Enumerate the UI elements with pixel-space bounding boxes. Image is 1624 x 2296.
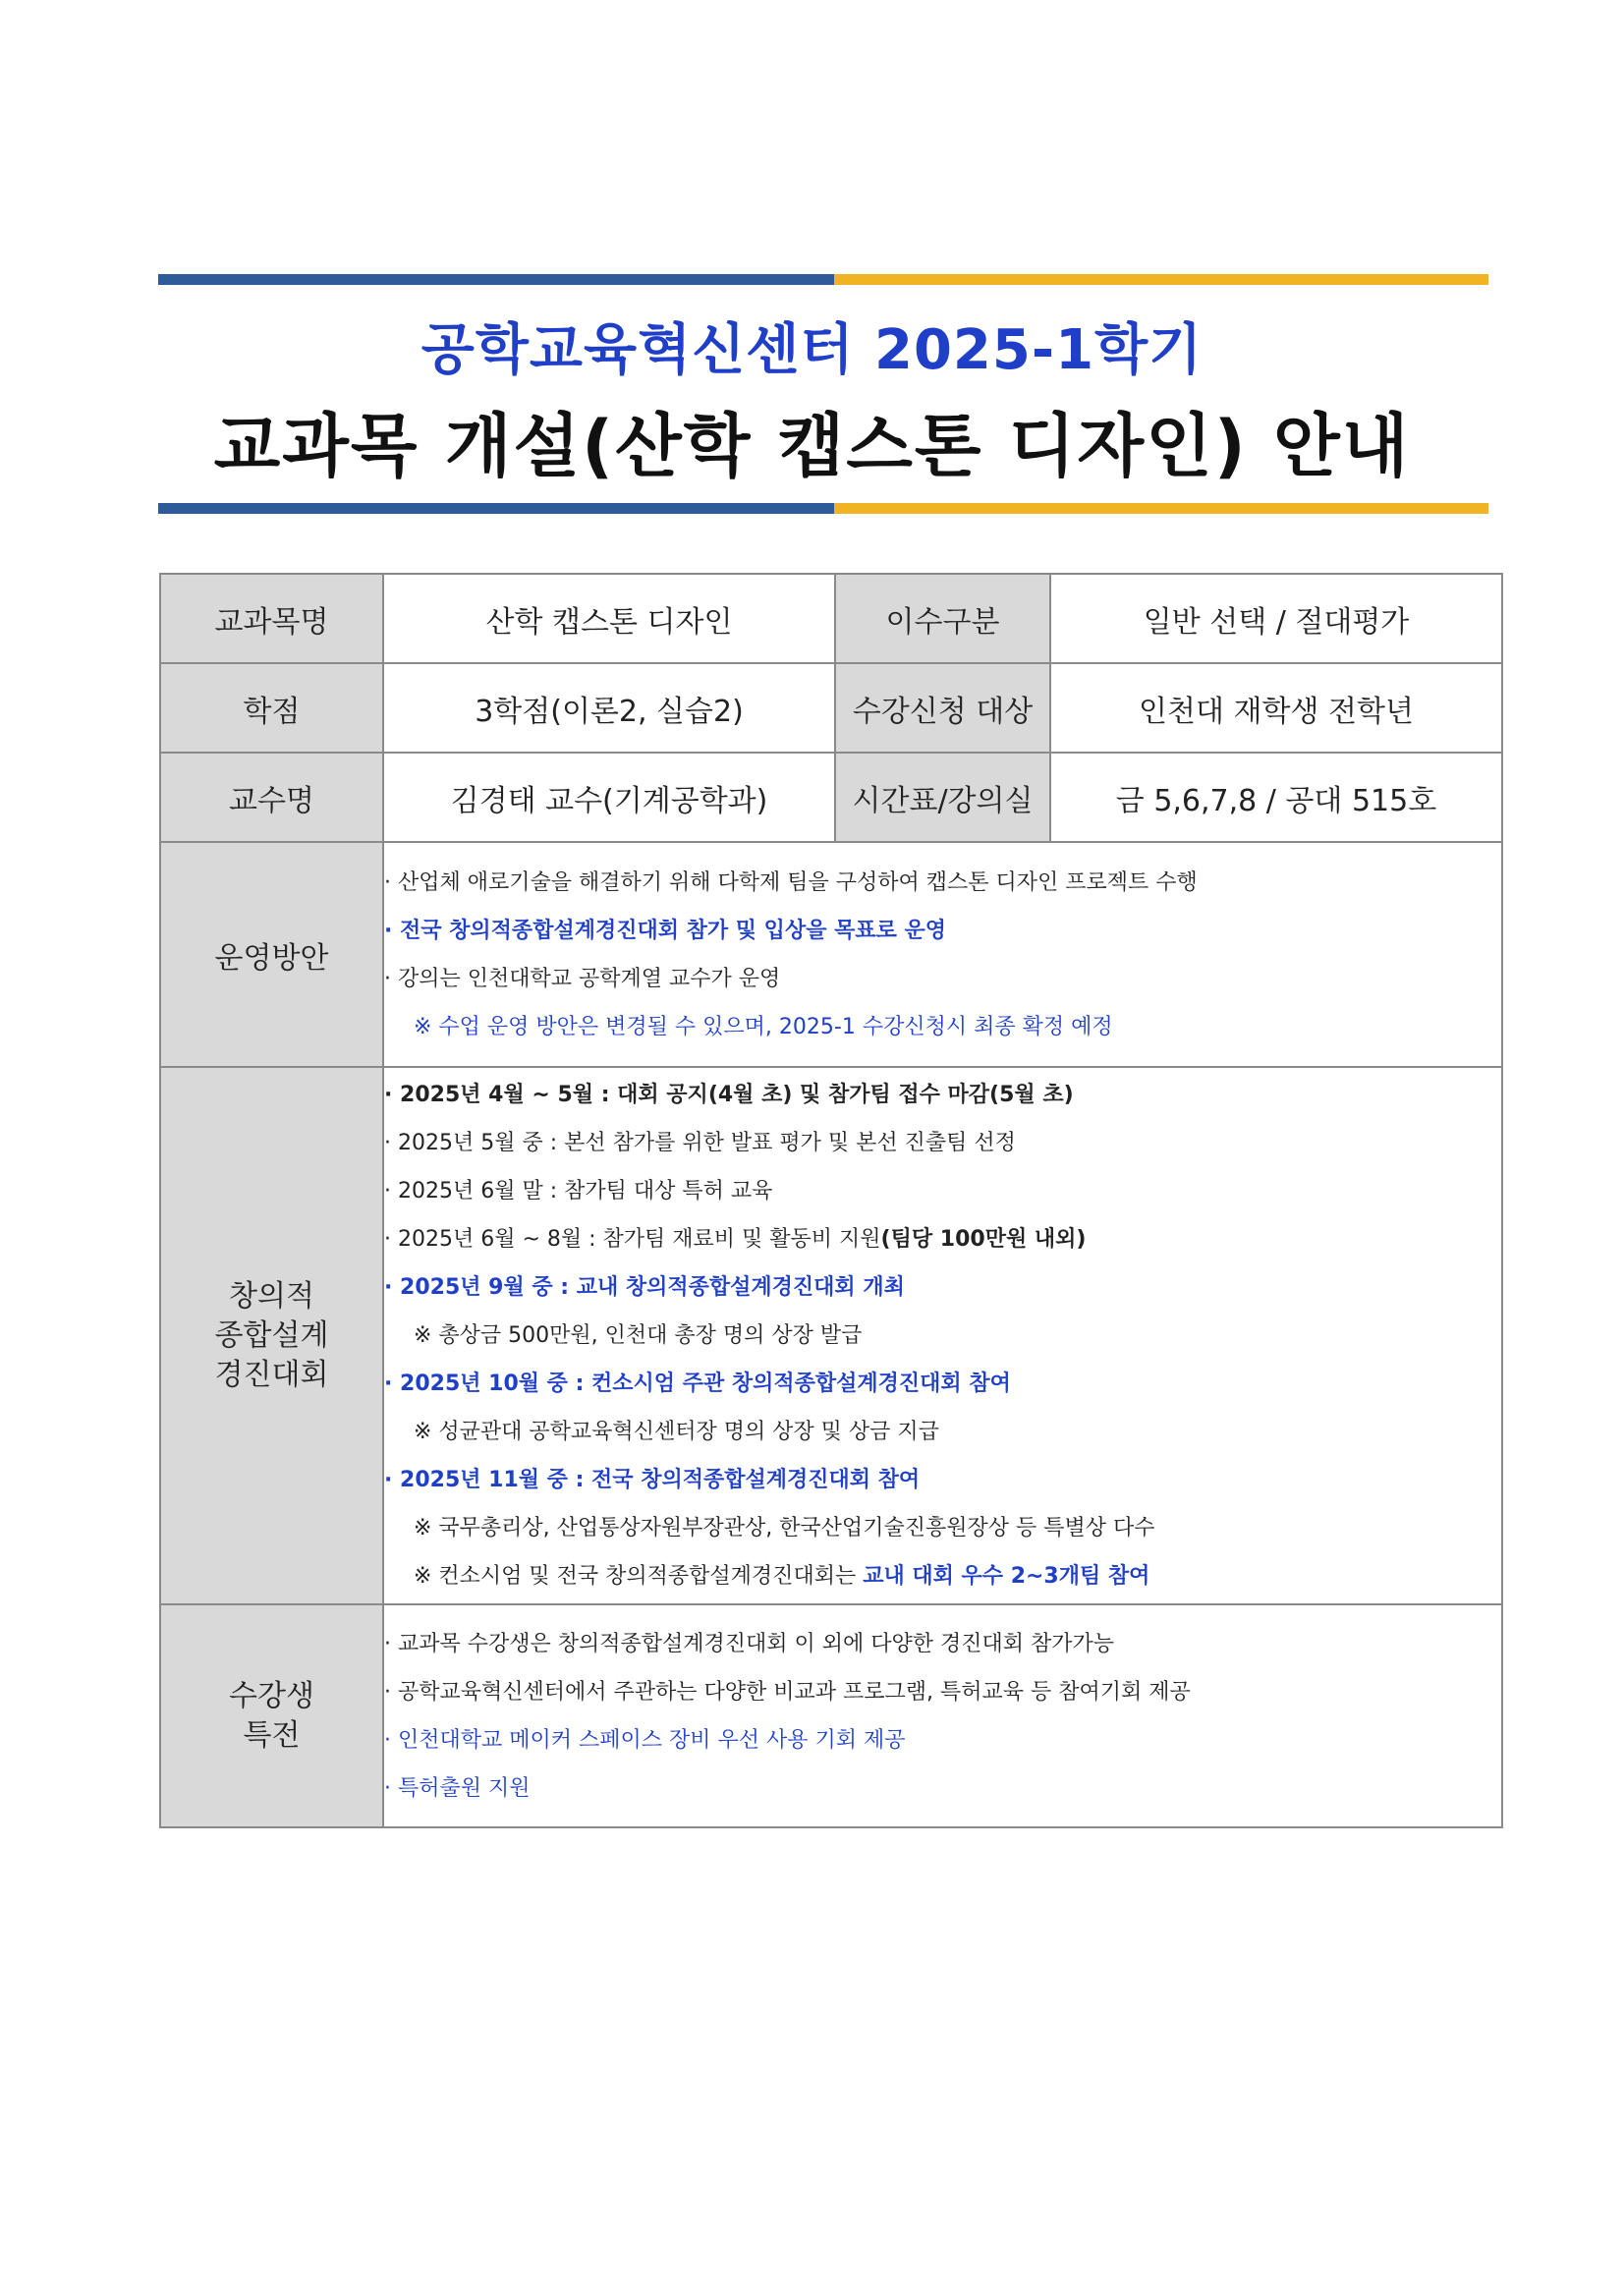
rule-gold-segment — [834, 503, 1488, 514]
operation-list — [383, 842, 1502, 1067]
list-item: · 2025년 10월 중 : 컨소시엄 주관 창의적종합설계경진대회 참여 — [384, 1372, 1011, 1396]
schedule-value: 금 5,6,7,8 / 공대 515호 — [1050, 753, 1502, 842]
rule-blue-segment — [158, 503, 834, 514]
note-item: ※ 국무총리상, 산업통상자원부장관상, 한국산업기술진흥원장상 등 특별상 다수 — [414, 1516, 1155, 1540]
target-label: 수강신청 대상 — [835, 663, 1050, 753]
credit-value: 3학점(이론2, 실습2) — [383, 663, 835, 753]
note-emphasis: 교내 대회 우수 2~3개팀 참여 — [863, 1564, 1150, 1589]
course-name-value: 산학 캡스톤 디자인 — [383, 574, 835, 663]
rule-gold-segment — [834, 274, 1488, 285]
benefits-label-line: 수강생 — [229, 1678, 314, 1713]
list-item-text: · 2025년 6월 ~ 8월 : 참가팀 재료비 및 활동비 지원 — [384, 1227, 881, 1252]
list-item: · 특허출원 지원 — [384, 1775, 531, 1801]
operation-label: 운영방안 — [160, 842, 383, 1067]
list-item: · 2025년 11월 중 : 전국 창의적종합설계경진대회 참여 — [384, 1468, 921, 1492]
contest-label-line: 경진대회 — [214, 1357, 329, 1392]
header-top-rule — [158, 274, 1488, 285]
course-name-label: 교과목명 — [160, 574, 383, 663]
header-bottom-rule — [158, 503, 1488, 514]
note-text: ※ 컨소시엄 및 전국 창의적종합설계경진대회는 — [414, 1564, 864, 1589]
benefits-label-line: 특전 — [243, 1717, 301, 1753]
professor-value: 김경태 교수(기계공학과) — [383, 753, 835, 842]
list-item — [384, 1215, 1501, 1263]
note-item: ※ 성균관대 공학교육혁신센터장 명의 상장 및 상금 지급 — [414, 1420, 939, 1444]
row-benefits — [160, 1604, 1502, 1827]
professor-label: 교수명 — [160, 753, 383, 842]
list-item: · 교과목 수강생은 창의적종합설계경진대회 이 외에 다양한 경진대회 참가가능 — [384, 1631, 1115, 1656]
contest-label-line: 종합설계 — [214, 1317, 329, 1353]
contest-label — [160, 1067, 383, 1604]
note-item: ※ 수업 운영 방안은 변경될 수 있으며, 2025-1 수강신청시 최종 확정 예정 — [414, 1014, 1113, 1039]
page-title-line2: 교과목 개설(산학 캡스톤 디자인) 안내 — [213, 406, 1411, 486]
course-info-table — [159, 573, 1503, 1828]
benefits-label — [160, 1604, 383, 1827]
category-label: 이수구분 — [835, 574, 1050, 663]
list-item: · 인천대학교 메이커 스페이스 장비 우선 사용 기회 제공 — [384, 1727, 906, 1753]
target-value: 인천대 재학생 전학년 — [1050, 663, 1502, 753]
contest-list — [383, 1067, 1502, 1604]
note-item — [384, 1552, 1501, 1600]
category-value: 일반 선택 / 절대평가 — [1050, 574, 1502, 663]
row-course-name — [160, 574, 1502, 663]
list-item: · 2025년 4월 ~ 5월 : 대회 공지(4월 초) 및 참가팀 접수 마감(5월 초) — [384, 1083, 1074, 1107]
list-item: · 2025년 5월 중 : 본선 참가를 위한 발표 평가 및 본선 진출팀 선정 — [384, 1131, 1016, 1155]
note-item: ※ 총상금 500만원, 인천대 총장 명의 상장 발급 — [414, 1323, 863, 1348]
list-item: · 2025년 6월 말 : 참가팀 대상 특허 교육 — [384, 1179, 773, 1204]
schedule-label: 시간표/강의실 — [835, 753, 1050, 842]
list-item-emphasis: (팀당 100만원 내외) — [880, 1227, 1087, 1252]
rule-blue-segment — [158, 274, 834, 285]
page-title-line1: 공학교육혁신센터 2025-1학기 — [420, 318, 1204, 382]
list-item: · 공학교육혁신센터에서 주관하는 다양한 비교과 프로그램, 특허교육 등 참여기회 제공 — [384, 1679, 1191, 1705]
benefits-list — [383, 1604, 1502, 1827]
list-item: · 산업체 애로기술을 해결하기 위해 다학제 팀을 구성하여 캡스톤 디자인 프로젝트 수행 — [384, 869, 1198, 895]
row-professor — [160, 753, 1502, 842]
list-item: · 강의는 인천대학교 공학계열 교수가 운영 — [384, 966, 781, 991]
list-item: · 전국 창의적종합설계경진대회 참가 및 입상을 목표로 운영 — [384, 918, 947, 943]
credit-label: 학점 — [160, 663, 383, 753]
row-credit — [160, 663, 1502, 753]
list-item: · 2025년 9월 중 : 교내 창의적종합설계경진대회 개최 — [384, 1275, 905, 1300]
row-contest — [160, 1067, 1502, 1604]
row-operation — [160, 842, 1502, 1067]
contest-label-line: 창의적 — [229, 1278, 314, 1314]
